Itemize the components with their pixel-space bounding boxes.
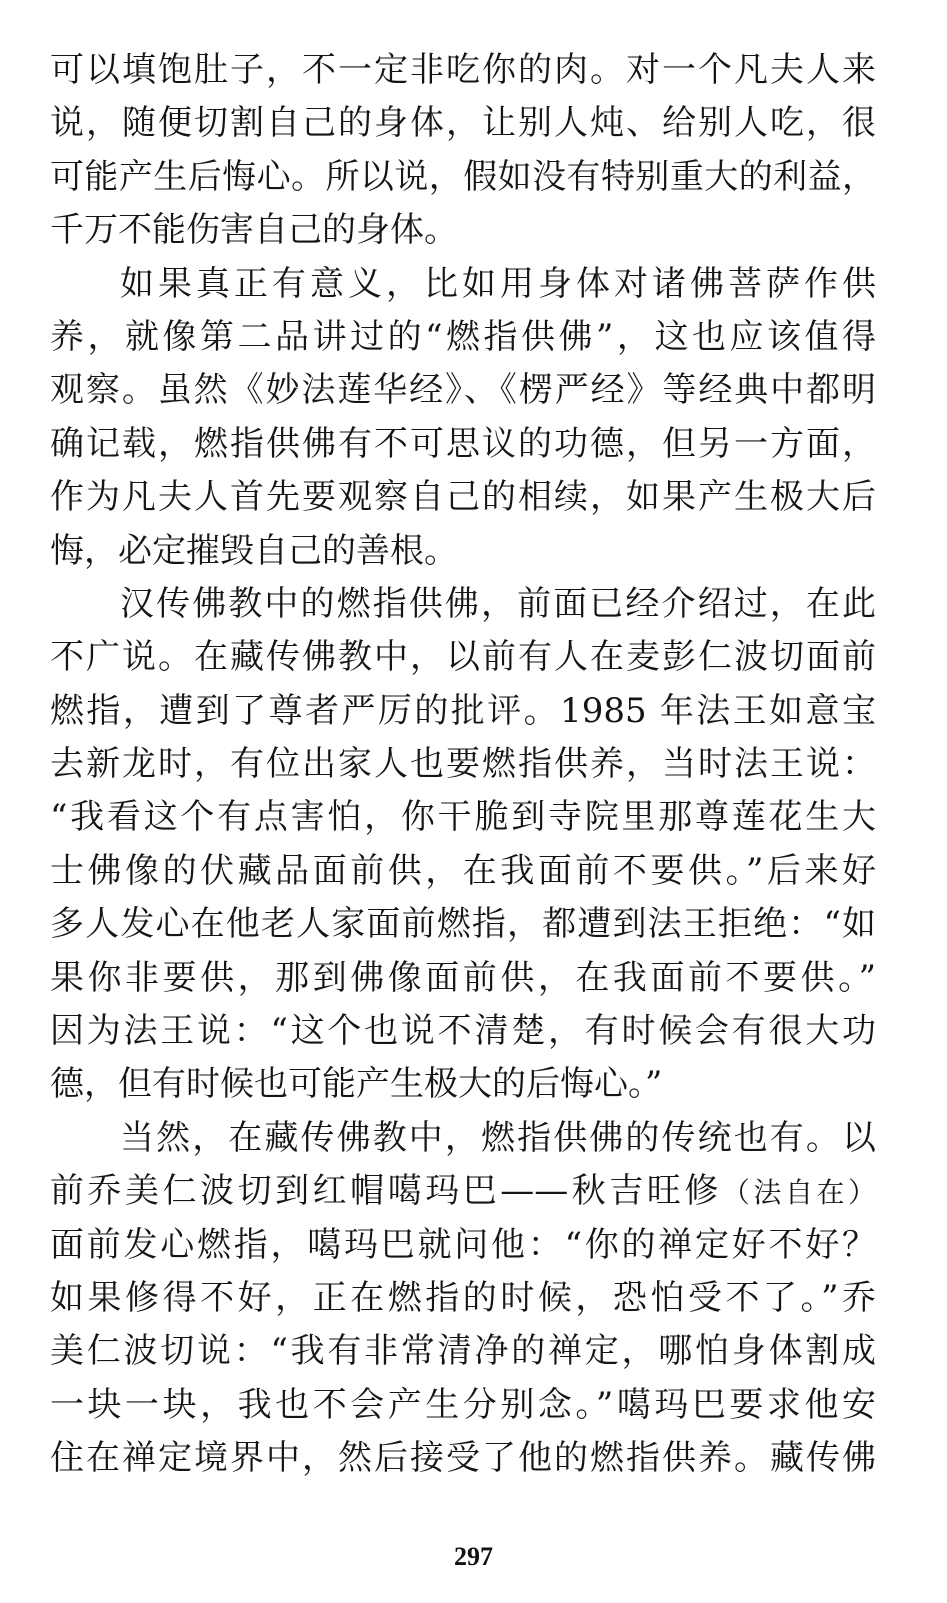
text-line: 燃指，遭到了尊者严厉的批评。1985 年法王如意宝 — [50, 690, 876, 731]
text-line: 千万不能伤害自己的身体。 — [50, 210, 458, 251]
text-line: 去新龙时，有位出家人也要燃指供养，当时法王说： — [50, 744, 876, 785]
text-line: 悔，必定摧毁自己的善根。 — [50, 530, 458, 571]
text-line: 如果修得不好，正在燃指的时候，恐怕受不了。”乔 — [50, 1277, 876, 1318]
paragraph-first-line: 当然，在藏传佛教中，燃指供佛的传统也有。以 — [120, 1117, 876, 1158]
text-line: 果你非要供，那到佛像面前供，在我面前不要供。” — [50, 957, 876, 998]
text-line: 作为凡夫人首先要观察自己的相续，如果产生极大后 — [50, 477, 876, 518]
inline-note: （法自在） — [721, 1176, 876, 1210]
text-line: 不广说。在藏传佛教中，以前有人在麦彭仁波切面前 — [50, 637, 876, 678]
text-line: 养，就像第二品讲过的“燃指供佛”，这也应该值得 — [50, 316, 876, 357]
text-line-with-note — [50, 1165, 876, 1218]
text-line: 可以填饱肚子，不一定非吃你的肉。对一个凡夫人来 — [50, 50, 876, 90]
text-line: 美仁波切说：“我有非常清净的禅定，哪怕身体割成 — [50, 1331, 876, 1372]
text-line: 观察。虽然《妙法莲华经》、《楞严经》等经典中都明 — [50, 370, 876, 411]
text-segment: 前乔美仁波切到红帽噶玛巴——秋吉旺修 — [50, 1171, 722, 1212]
text-line: 可能产生后悔心。所以说，假如没有特别重大的利益， — [50, 156, 876, 197]
text-line: 面前发心燃指，噶玛巴就问他：“你的禅定好不好？ — [50, 1224, 876, 1265]
page-number: 297 — [454, 1542, 493, 1571]
text-line: 确记载，燃指供佛有不可思议的功德，但另一方面， — [50, 423, 876, 464]
body-text — [50, 44, 876, 1486]
text-line: 一块一块，我也不会产生分别念。”噶玛巴要求他安 — [50, 1384, 876, 1425]
text-line: 多人发心在他老人家面前燃指，都遭到法王拒绝：“如 — [50, 904, 876, 945]
paragraph-first-line: 汉传佛教中的燃指供佛，前面已经介绍过，在此 — [120, 583, 876, 624]
paragraph-first-line: 如果真正有意义，比如用身体对诸佛菩萨作供 — [120, 263, 876, 304]
text-line: 因为法王说：“这个也说不清楚，有时候会有很大功 — [50, 1011, 876, 1052]
text-line: 住在禅定境界中，然后接受了他的燃指供养。藏传佛 — [50, 1438, 876, 1479]
text-line: 说，随便切割自己的身体，让别人炖、给别人吃，很 — [50, 103, 876, 144]
text-line: 士佛像的伏藏品面前供，在我面前不要供。”后来好 — [50, 850, 876, 891]
text-line: 德，但有时候也可能产生极大的后悔心。” — [50, 1064, 663, 1105]
text-line: “我看这个有点害怕，你干脆到寺院里那尊莲花生大 — [50, 797, 876, 838]
